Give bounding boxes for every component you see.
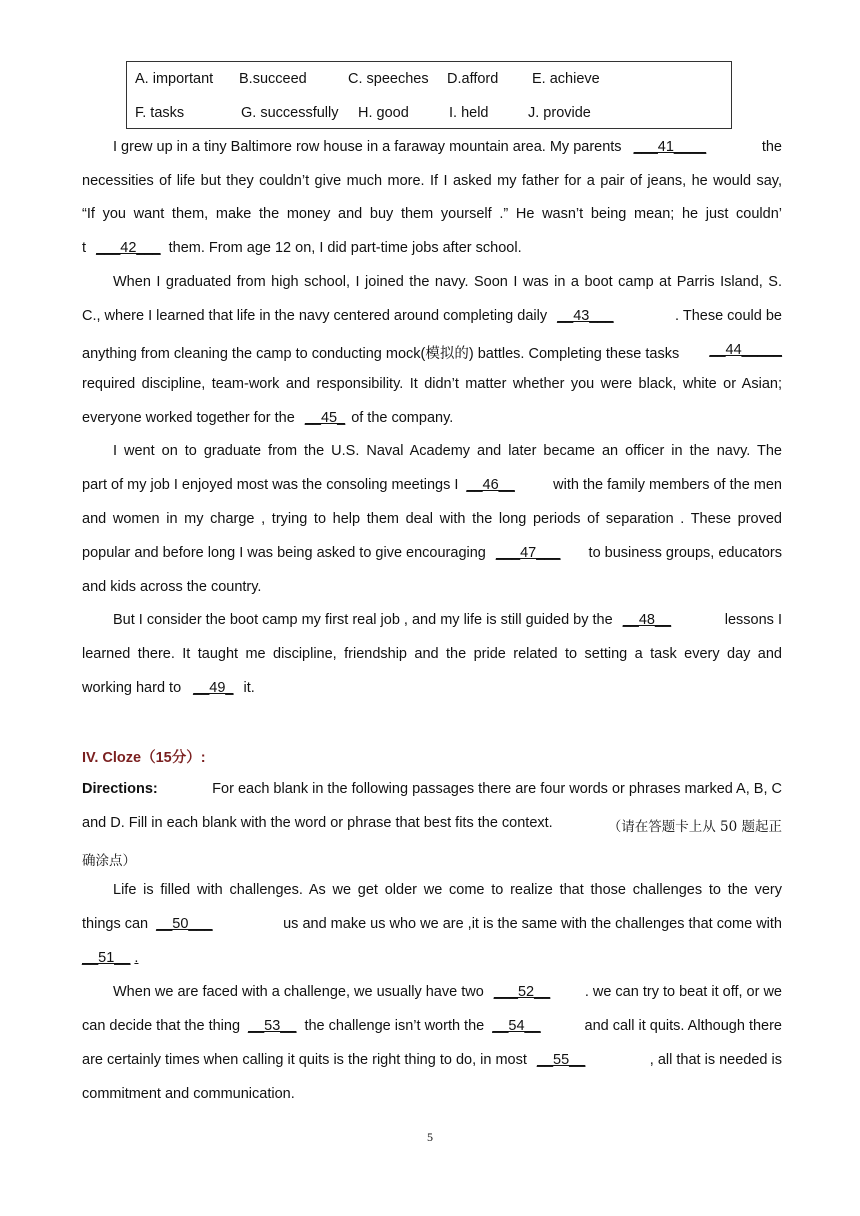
word-option: A. important bbox=[135, 71, 214, 87]
text-line: necessities of life but they couldn’t give much more. If I asked my father for a pair of jeans, he would say, bbox=[82, 173, 782, 189]
text-segment: things can bbox=[82, 916, 149, 932]
text-line: “If you want them, make the money and buy them yourself .” He wasn’t being mean; he just couldn’ bbox=[82, 206, 782, 222]
text-segment: of the company. bbox=[351, 410, 454, 426]
text-segment: . bbox=[134, 950, 139, 966]
blank-54: __54__ bbox=[492, 1018, 541, 1034]
text-line bbox=[82, 477, 782, 497]
word-option: C. speeches bbox=[348, 71, 429, 87]
blank-41: ___41____ bbox=[633, 139, 707, 155]
text-segment: I grew up in a tiny Baltimore row house in a faraway mountain area. My parents bbox=[113, 139, 622, 155]
text-segment: , all that is needed is bbox=[649, 1052, 782, 1068]
text-line bbox=[82, 950, 782, 970]
word-option: E. achieve bbox=[532, 71, 600, 87]
text-segment: everyone worked together for the bbox=[82, 410, 295, 426]
word-option: G. successfully bbox=[241, 105, 339, 121]
text-segment: anything from cleaning the camp to conducting mock(模拟的) battles. Completing these tasks bbox=[82, 346, 680, 362]
blank-48: __48__ bbox=[622, 612, 672, 628]
directions-line bbox=[82, 781, 782, 801]
blank-45: __45_ bbox=[304, 410, 346, 426]
directions-line bbox=[82, 815, 782, 835]
text-line: Life is filled with challenges. As we get older we come to realize that those challenges to the very bbox=[113, 882, 782, 898]
section-heading: IV. Cloze（15分）: bbox=[82, 750, 206, 766]
text-line: and kids across the country. bbox=[82, 579, 262, 595]
text-line bbox=[82, 342, 782, 362]
text-segment: the challenge isn’t worth the bbox=[304, 1018, 485, 1034]
blank-50: __50___ bbox=[156, 916, 213, 932]
text-line bbox=[82, 410, 782, 430]
text-segment: working hard to bbox=[82, 680, 182, 696]
blank-44: __44_____ bbox=[709, 342, 782, 358]
blank-47: ___47___ bbox=[495, 545, 561, 561]
text-segment: . These could be bbox=[675, 308, 782, 324]
text-line: and women in my charge , trying to help them deal with the long periods of separation . These proved bbox=[82, 511, 782, 527]
directions-line: 确涂点） bbox=[82, 853, 136, 869]
directions-label: Directions: bbox=[82, 781, 158, 797]
text-segment: When we are faced with a challenge, we usually have two bbox=[113, 984, 484, 1000]
blank-42: ___42___ bbox=[96, 240, 161, 256]
text-line: commitment and communication. bbox=[82, 1086, 295, 1102]
blank-43: __43___ bbox=[557, 308, 614, 324]
text-line bbox=[82, 545, 782, 565]
text-line: learned there. It taught me discipline, friendship and the pride related to setting a task every day and bbox=[82, 646, 782, 662]
text-line bbox=[82, 308, 782, 328]
text-segment: lessons I bbox=[724, 612, 782, 628]
blank-52: ___52__ bbox=[493, 984, 551, 1000]
text-line: required discipline, team-work and responsibility. It didn’t matter whether you were black, white or Asian; bbox=[82, 376, 782, 392]
blank-46: __46__ bbox=[466, 477, 515, 493]
word-option: B.succeed bbox=[239, 71, 307, 87]
blank-49: __49_ bbox=[193, 680, 234, 696]
text-segment: to business groups, educators bbox=[588, 545, 782, 561]
text-line bbox=[82, 139, 782, 159]
word-bank-box bbox=[126, 61, 732, 129]
word-option: I. held bbox=[449, 105, 489, 121]
text-segment: us and make us who we are ,it is the same with the challenges that come with bbox=[283, 916, 782, 932]
text-segment: are certainly times when calling it quits is the right thing to do, in most bbox=[82, 1052, 527, 1068]
word-option: J. provide bbox=[528, 105, 591, 121]
text-line: I went on to graduate from the U.S. Naval Academy and later became an officer in the navy. The bbox=[113, 443, 782, 459]
text-line bbox=[82, 612, 782, 632]
blank-53: __53__ bbox=[248, 1018, 297, 1034]
text-segment: it. bbox=[243, 680, 255, 696]
text-segment: them. From age 12 on, I did part-time jobs after school. bbox=[168, 240, 522, 256]
text-segment: can decide that the thing bbox=[82, 1018, 241, 1034]
blank-51: __51__ bbox=[82, 950, 131, 966]
text-segment: t bbox=[82, 240, 87, 256]
text-line bbox=[82, 680, 782, 700]
text-segment: the bbox=[761, 139, 782, 155]
text-line bbox=[82, 916, 782, 936]
text-line bbox=[82, 1052, 782, 1072]
text-line: When I graduated from high school, I joined the navy. Soon I was in a boot camp at Parris Island, S. bbox=[113, 274, 782, 290]
text-line bbox=[82, 984, 782, 1004]
text-line bbox=[82, 240, 782, 260]
text-segment: C., where I learned that life in the navy centered around completing daily bbox=[82, 308, 548, 324]
text-segment: . we can try to beat it off, or we bbox=[584, 984, 782, 1000]
word-option: F. tasks bbox=[135, 105, 185, 121]
text-segment: popular and before long I was being asked to give encouraging bbox=[82, 545, 486, 561]
text-segment: part of my job I enjoyed most was the consoling meetings I bbox=[82, 477, 459, 493]
text-segment: （请在答题卡上从 50 题起正 bbox=[607, 819, 782, 835]
page-number: 5 bbox=[427, 1130, 433, 1144]
text-segment: and D. Fill in each blank with the word or phrase that best fits the context. bbox=[82, 815, 553, 831]
word-option: H. good bbox=[358, 105, 409, 121]
blank-55: __55__ bbox=[536, 1052, 586, 1068]
word-option: D.afford bbox=[447, 71, 499, 87]
text-segment: and call it quits. Although there bbox=[584, 1018, 782, 1034]
text-line bbox=[82, 1018, 782, 1038]
text-segment: with the family members of the men bbox=[553, 477, 782, 493]
text-segment: But I consider the boot camp my first real job , and my life is still guided by the bbox=[113, 612, 613, 628]
text-segment: For each blank in the following passages there are four words or phrases marked A, B, C bbox=[212, 781, 782, 797]
